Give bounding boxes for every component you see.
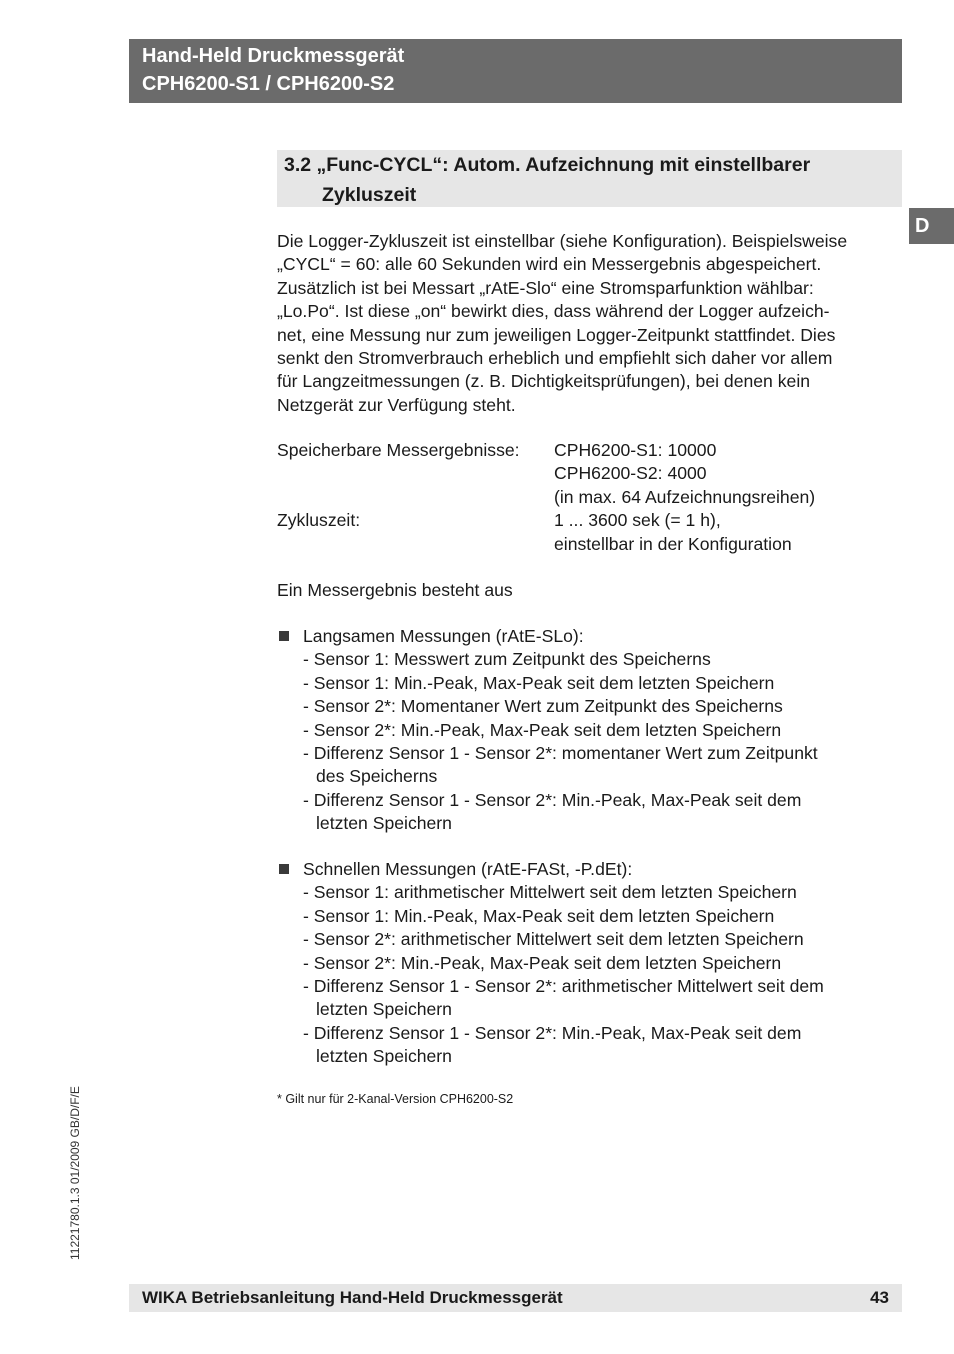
page-number: 43	[870, 1288, 889, 1307]
spec-table	[277, 439, 815, 556]
list-item: - Sensor 2*: Momentaner Wert zum Zeitpunkt des Speicherns	[303, 696, 783, 717]
intro-line: „Lo.Po“. Ist diese „on“ bewirkt dies, dass während der Logger aufzeich-	[277, 301, 830, 322]
list-item: - Sensor 1: arithmetischer Mittelwert seit dem letzten Speichern	[303, 882, 797, 903]
document-code	[66, 1050, 86, 1260]
spec-label: Speicherbare Messergebnisse:	[277, 440, 520, 460]
spec-label	[277, 462, 554, 485]
list-item-continuation: letzten Speichern	[316, 1046, 452, 1067]
spec-label	[277, 533, 554, 556]
list-item: - Differenz Sensor 1 - Sensor 2*: arithmetischer Mittelwert seit dem	[303, 976, 824, 997]
intro-line: senkt den Stromverbrauch erheblich und empfiehlt sich daher vor allem	[277, 348, 833, 369]
spec-value: einstellbar in der Konfiguration	[554, 533, 792, 554]
section-title-line1: 3.2 „Func-CYCL“: Autom. Aufzeichnung mit einstellbarer	[284, 154, 811, 176]
spec-row	[277, 509, 815, 532]
square-bullet-icon	[279, 864, 289, 874]
spec-row	[277, 439, 815, 462]
list-item: - Differenz Sensor 1 - Sensor 2*: Min.-Peak, Max-Peak seit dem	[303, 789, 802, 810]
page-header	[129, 39, 902, 103]
intro-line: Die Logger-Zykluszeit ist einstellbar (siehe Konfiguration). Beispielsweise	[277, 231, 848, 251]
list-item: - Sensor 2*: Min.-Peak, Max-Peak seit dem letzten Speichern	[303, 719, 782, 740]
list-item: - Sensor 1: Min.-Peak, Max-Peak seit dem letzten Speichern	[303, 672, 775, 693]
footnote: * Gilt nur für 2-Kanal-Version CPH6200-S2	[277, 1092, 514, 1106]
page-footer	[129, 1284, 902, 1312]
square-bullet-icon	[279, 631, 289, 641]
list-item: - Differenz Sensor 1 - Sensor 2*: momentaner Wert zum Zeitpunkt	[303, 743, 818, 764]
header-title: Hand-Held Druckmessgerät	[142, 45, 405, 67]
list-items	[277, 881, 824, 1068]
intro-line: Netzgerät zur Verfügung steht.	[277, 394, 516, 415]
list-item: - Sensor 2*: arithmetischer Mittelwert seit dem letzten Speichern	[303, 929, 804, 950]
list-item: - Sensor 2*: Min.-Peak, Max-Peak seit dem letzten Speichern	[303, 952, 782, 973]
section-heading	[277, 150, 902, 207]
document-code-text: 11221780.1.3 01/2009 GB/D/F/E	[68, 1086, 82, 1260]
language-tab: D	[909, 208, 954, 244]
list-title: Schnellen Messungen (rAtE-FASt, -P.dEt):	[303, 859, 633, 879]
spec-row	[277, 462, 815, 485]
list-items	[277, 648, 818, 835]
slow-measurements-list	[277, 625, 818, 836]
spec-value: CPH6200-S1: 10000	[554, 440, 717, 460]
spec-label: Zykluszeit:	[277, 510, 361, 531]
section-title-line2: Zykluszeit	[322, 184, 417, 206]
spec-row	[277, 486, 815, 509]
list-item-continuation: letzten Speichern	[316, 813, 452, 834]
spec-value: 1 ... 3600 sek (= 1 h),	[554, 510, 721, 531]
list-item: - Sensor 1: Messwert zum Zeitpunkt des Speicherns	[303, 649, 711, 670]
spec-value: (in max. 64 Aufzeichnungsreihen)	[554, 486, 816, 507]
spec-value: CPH6200-S2: 4000	[554, 463, 707, 484]
list-heading	[277, 625, 818, 648]
footer-title: WIKA Betriebsanleitung Hand-Held Druckmessgerät	[142, 1288, 563, 1307]
list-item: - Differenz Sensor 1 - Sensor 2*: Min.-Peak, Max-Peak seit dem	[303, 1022, 802, 1043]
intro-line: für Langzeitmessungen (z. B. Dichtigkeitsprüfungen), bei denen kein	[277, 371, 811, 392]
spec-row	[277, 533, 815, 556]
intro-line: Zusätzlich ist bei Messart „rAtE-Slo“ eine Stromsparfunktion wählbar:	[277, 277, 814, 298]
consists-of-text: Ein Messergebnis besteht aus	[277, 580, 513, 600]
list-item-continuation: letzten Speichern	[316, 999, 452, 1020]
intro-paragraph	[277, 230, 847, 417]
list-heading	[277, 858, 824, 881]
intro-line: „CYCL“ = 60: alle 60 Sekunden wird ein Messergebnis abgespeichert.	[277, 254, 822, 275]
list-item-continuation: des Speicherns	[316, 766, 438, 787]
spec-label	[277, 486, 554, 509]
fast-measurements-list	[277, 858, 824, 1069]
list-item: - Sensor 1: Min.-Peak, Max-Peak seit dem letzten Speichern	[303, 905, 775, 926]
list-title: Langsamen Messungen (rAtE-SLo):	[303, 626, 584, 646]
header-model: CPH6200-S1 / CPH6200-S2	[142, 73, 395, 95]
intro-line: net, eine Messung nur zum jeweiligen Logger-Zeitpunkt stattfindet. Dies	[277, 324, 836, 345]
